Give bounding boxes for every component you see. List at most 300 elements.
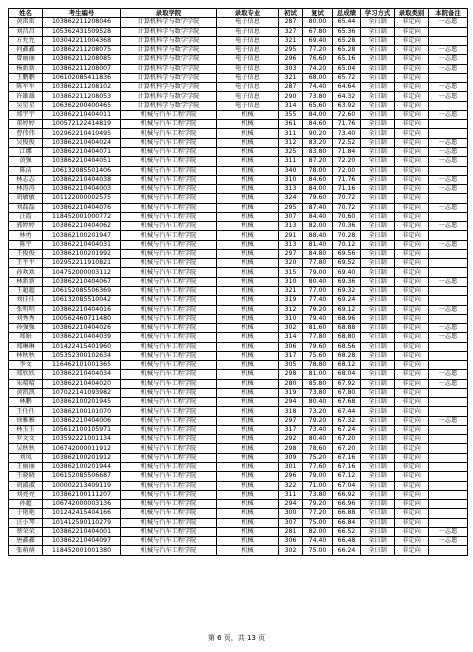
cell-initial-score: 302 [279,546,303,555]
table-row [9,472,468,481]
cell-retest-score: 73.20 [303,407,333,416]
cell-remark: 一志愿 [429,333,468,342]
cell-remark: 一志愿 [429,138,468,147]
cell-admission-type: 非定向 [395,277,429,286]
cell-major: 电子信息 [217,73,279,82]
cell-study-mode: 全日制 [361,351,395,360]
cell-exam-id: 100002213409119 [43,481,121,490]
cell-admission-type: 非定向 [395,509,429,518]
cell-initial-score: 287 [279,83,303,92]
table-row [9,296,468,305]
cell-study-mode: 全日制 [361,277,395,286]
cell-remark [429,481,468,490]
cell-total-score: 71.76 [333,175,361,184]
cell-exam-id: 100572122414819 [43,120,121,129]
cell-college: 计算机科学与数学学院 [121,46,217,55]
table-row [9,453,468,462]
cell-retest-score: 79.40 [303,314,333,323]
cell-college: 机械与汽车工程学院 [121,110,217,119]
cell-college: 机械与汽车工程学院 [121,342,217,351]
cell-retest-score: 90.20 [303,129,333,138]
cell-initial-score: 313 [279,240,303,249]
cell-study-mode: 全日制 [361,490,395,499]
cell-total-score: 66.88 [333,509,361,518]
cell-study-mode: 全日制 [361,314,395,323]
cell-name: 唐鑫鑫 [9,537,43,546]
admission-table [8,8,468,556]
cell-remark [429,296,468,305]
header-retest-score: 复试 [303,9,333,18]
cell-initial-score: 298 [279,444,303,453]
cell-total-score: 69.12 [333,305,361,314]
cell-name: 林志志 [9,175,43,184]
table-row [9,36,468,45]
cell-initial-score: 296 [279,472,303,481]
cell-remark: 一志愿 [429,203,468,212]
cell-college: 计算机科学与数学学院 [121,92,217,101]
cell-college: 计算机科学与数学学院 [121,18,217,27]
cell-admission-type: 非定向 [395,435,429,444]
cell-retest-score: 77.20 [303,46,333,55]
cell-retest-score: 68.00 [303,73,333,82]
cell-remark [429,453,468,462]
cell-retest-score: 79.00 [303,268,333,277]
cell-name: 董婷婷 [9,120,43,129]
cell-exam-id: 107022141093982 [43,388,121,397]
cell-remark: 一志愿 [429,157,468,166]
cell-name: 王平平 [9,259,43,268]
cell-college: 机械与汽车工程学院 [121,138,217,147]
cell-exam-id: 103862211208102 [43,83,121,92]
cell-total-score: 67.20 [333,444,361,453]
cell-exam-id: 101412590110279 [43,518,121,527]
cell-initial-score: 306 [279,342,303,351]
header-admission-type: 录取类别 [395,9,429,18]
cell-retest-score: 69.40 [303,36,333,45]
cell-major: 机械 [217,509,279,518]
table-row [9,64,468,73]
cell-college: 机械与汽车工程学院 [121,351,217,360]
cell-exam-id: 118452001000772 [43,212,121,221]
cell-college: 机械与汽车工程学院 [121,268,217,277]
cell-name: 陈宇 [9,240,43,249]
cell-college: 机械与汽车工程学院 [121,277,217,286]
cell-study-mode: 全日制 [361,222,395,231]
cell-admission-type: 非定向 [395,259,429,268]
cell-total-score: 66.92 [333,490,361,499]
cell-name: 郑琳琳 [9,342,43,351]
cell-total-score: 69.56 [333,249,361,258]
cell-initial-score: 361 [279,120,303,129]
cell-initial-score: 319 [279,388,303,397]
cell-study-mode: 全日制 [361,240,395,249]
cell-exam-id: 106102085411836 [43,73,121,82]
cell-admission-type: 非定向 [395,379,429,388]
cell-name: 何鑫鑫 [9,46,43,55]
cell-admission-type: 非定向 [395,407,429,416]
cell-remark [429,73,468,82]
cell-admission-type: 非定向 [395,92,429,101]
cell-major: 机械 [217,110,279,119]
cell-retest-score: 65.60 [303,101,333,110]
cell-major: 机械 [217,379,279,388]
cell-exam-id: 103862210404026 [43,324,121,333]
cell-name: 刘佳佳 [9,296,43,305]
table-row [9,231,468,240]
cell-exam-id: 103862100201912 [43,453,121,462]
cell-remark: 一志愿 [429,222,468,231]
cell-admission-type: 非定向 [395,500,429,509]
cell-study-mode: 全日制 [361,333,395,342]
cell-exam-id: 103862210404071 [43,147,121,156]
cell-study-mode: 全日制 [361,407,395,416]
cell-name: 朱晴晴 [9,379,43,388]
cell-college: 机械与汽车工程学院 [121,147,217,156]
cell-name: 林涛涛 [9,185,43,194]
cell-name: 王鹏鹏 [9,73,43,82]
cell-initial-score: 309 [279,453,303,462]
cell-total-score: 71.84 [333,147,361,156]
cell-exam-id: 103862100201992 [43,249,121,258]
cell-total-score: 67.92 [333,379,361,388]
cell-admission-type: 非定向 [395,55,429,64]
cell-retest-score: 80.40 [303,398,333,407]
cell-remark [429,314,468,323]
cell-major: 机械 [217,120,279,129]
cell-initial-score: 310 [279,175,303,184]
cell-admission-type: 非定向 [395,120,429,129]
cell-name: 罗文文 [9,435,43,444]
cell-name: 张明明 [9,305,43,314]
cell-college: 机械与汽车工程学院 [121,425,217,434]
cell-total-score: 65.16 [333,55,361,64]
table-row [9,185,468,194]
cell-retest-score: 77.60 [303,463,333,472]
cell-admission-type: 非定向 [395,231,429,240]
cell-initial-score: 321 [279,36,303,45]
cell-name: 胡淑淑 [9,481,43,490]
cell-exam-id: 101422415401960 [43,342,121,351]
cell-total-score: 69.24 [333,296,361,305]
cell-major: 机械 [217,222,279,231]
cell-major: 机械 [217,138,279,147]
cell-initial-score: 325 [279,147,303,156]
cell-college: 机械与汽车工程学院 [121,203,217,212]
cell-initial-score: 321 [279,286,303,295]
cell-study-mode: 全日制 [361,231,395,240]
cell-initial-score: 311 [279,157,303,166]
cell-remark: 一志愿 [429,527,468,536]
cell-study-mode: 全日制 [361,138,395,147]
cell-study-mode: 全日制 [361,73,395,82]
cell-study-mode: 全日制 [361,129,395,138]
cell-name: 杨新新 [9,64,43,73]
cell-exam-id: 103862100111207 [43,490,121,499]
cell-initial-score: 312 [279,305,303,314]
cell-college: 机械与汽车工程学院 [121,379,217,388]
cell-remark [429,212,468,221]
table-row [9,379,468,388]
table-row [9,351,468,360]
cell-college: 机械与汽车工程学院 [121,527,217,536]
cell-college: 机械与汽车工程学院 [121,388,217,397]
table-row [9,463,468,472]
cell-admission-type: 非定向 [395,18,429,27]
cell-admission-type: 非定向 [395,194,429,203]
cell-retest-score: 77.80 [303,259,333,268]
cell-major: 机械 [217,370,279,379]
admission-table-sheet [8,8,467,556]
cell-admission-type: 非定向 [395,444,429,453]
cell-remark [429,518,468,527]
cell-admission-type: 非定向 [395,83,429,92]
cell-study-mode: 全日制 [361,46,395,55]
cell-initial-score: 317 [279,351,303,360]
cell-name: 李文 [9,361,43,370]
cell-initial-score: 314 [279,333,303,342]
cell-retest-score: 84.60 [303,175,333,184]
cell-total-score: 66.24 [333,546,361,555]
cell-name: 郑宇宇 [9,110,43,119]
cell-college: 计算机科学与数学学院 [121,83,217,92]
cell-retest-score: 76.60 [303,55,333,64]
cell-exam-id: 106742000011912 [43,444,121,453]
cell-remark [429,194,468,203]
cell-total-score: 68.96 [333,314,361,323]
cell-major: 机械 [217,407,279,416]
cell-study-mode: 全日制 [361,425,395,434]
cell-major: 机械 [217,500,279,509]
cell-college: 机械与汽车工程学院 [121,194,217,203]
cell-exam-id: 106132085501406 [43,166,121,175]
cell-retest-score: 82.00 [303,222,333,231]
cell-major: 机械 [217,416,279,425]
cell-admission-type: 非定向 [395,296,429,305]
cell-initial-score: 298 [279,370,303,379]
cell-study-mode: 全日制 [361,64,395,73]
cell-exam-id: 103862210404039 [43,333,121,342]
cell-major: 机械 [217,333,279,342]
cell-major: 电子信息 [217,18,279,27]
cell-remark [429,444,468,453]
cell-admission-type: 非定向 [395,129,429,138]
cell-study-mode: 全日制 [361,55,395,64]
cell-college: 机械与汽车工程学院 [121,212,217,221]
cell-major: 机械 [217,388,279,397]
cell-exam-id: 103862100201945 [43,398,121,407]
cell-exam-id: 118452001001380 [43,546,121,555]
cell-total-score: 66.52 [333,527,361,536]
cell-total-score: 70.72 [333,194,361,203]
cell-admission-type: 非定向 [395,175,429,184]
cell-college: 机械与汽车工程学院 [121,537,217,546]
cell-exam-id: 103862210404006 [43,416,121,425]
cell-total-score: 65.44 [333,18,361,27]
cell-retest-score: 83.20 [303,138,333,147]
cell-remark [429,490,468,499]
table-row [9,333,468,342]
cell-major: 机械 [217,249,279,258]
cell-exam-id: 103862210404038 [43,175,121,184]
cell-total-score: 67.44 [333,407,361,416]
cell-remark [429,129,468,138]
cell-college: 机械与汽车工程学院 [121,231,217,240]
cell-study-mode: 全日制 [361,379,395,388]
cell-college: 机械与汽车工程学院 [121,518,217,527]
table-row [9,500,468,509]
cell-college: 机械与汽车工程学院 [121,314,217,323]
cell-admission-type: 非定向 [395,203,429,212]
cell-admission-type: 非定向 [395,490,429,499]
cell-initial-score: 321 [279,73,303,82]
cell-major: 机械 [217,147,279,156]
cell-study-mode: 全日制 [361,147,395,156]
table-row [9,305,468,314]
cell-college: 机械与汽车工程学院 [121,175,217,184]
cell-study-mode: 全日制 [361,18,395,27]
cell-name: 许雄雄 [9,92,43,101]
cell-remark: 一志愿 [429,379,468,388]
cell-study-mode: 全日制 [361,324,395,333]
cell-remark: 一志愿 [429,92,468,101]
cell-retest-score: 75.60 [303,351,333,360]
cell-name: 黄强 [9,157,43,166]
cell-initial-score: 294 [279,500,303,509]
cell-admission-type: 非定向 [395,518,429,527]
cell-admission-type: 非定向 [395,481,429,490]
cell-major: 机械 [217,527,279,536]
cell-remark: 一志愿 [429,240,468,249]
cell-major: 机械 [217,518,279,527]
cell-exam-id: 106132085510042 [43,296,121,305]
header-exam-id: 考生编号 [43,9,121,18]
cell-study-mode: 全日制 [361,398,395,407]
table-row [9,222,468,231]
table-row [9,314,468,323]
cell-study-mode: 全日制 [361,435,395,444]
cell-initial-score: 317 [279,425,303,434]
cell-name: 陈洁 [9,166,43,175]
cell-initial-score: 297 [279,416,303,425]
table-row [9,101,468,110]
table-row [9,18,468,27]
cell-study-mode: 全日制 [361,500,395,509]
cell-major: 机械 [217,212,279,221]
cell-admission-type: 非定向 [395,185,429,194]
cell-retest-score: 77.80 [303,333,333,342]
cell-name: 刘凤 [9,453,43,462]
cell-total-score: 68.56 [333,342,361,351]
cell-exam-id: 100562460711480 [43,314,121,323]
cell-retest-score: 83.80 [303,147,333,156]
cell-major: 机械 [217,490,279,499]
cell-major: 机械 [217,435,279,444]
cell-initial-score: 310 [279,314,303,323]
cell-exam-id: 103862211208085 [43,55,121,64]
cell-retest-score: 78.80 [303,361,333,370]
cell-retest-score: 79.20 [303,305,333,314]
cell-major: 机械 [217,398,279,407]
cell-remark [429,27,468,36]
cell-major: 机械 [217,305,279,314]
cell-admission-type: 非定向 [395,527,429,536]
cell-exam-id: 103862210404034 [43,370,121,379]
cell-major: 电子信息 [217,64,279,73]
cell-admission-type: 非定向 [395,453,429,462]
cell-initial-score: 340 [279,166,303,175]
cell-college: 机械与汽车工程学院 [121,185,217,194]
table-row [9,203,468,212]
table-row [9,537,468,546]
cell-retest-score: 77.40 [303,296,333,305]
table-row [9,249,468,258]
cell-study-mode: 全日制 [361,286,395,295]
cell-name: 林新新 [9,277,43,286]
cell-total-score: 67.80 [333,388,361,397]
cell-admission-type: 非定向 [395,370,429,379]
cell-admission-type: 非定向 [395,324,429,333]
cell-college: 机械与汽车工程学院 [121,324,217,333]
cell-total-score: 68.80 [333,333,361,342]
cell-retest-score: 77.00 [303,286,333,295]
cell-college: 机械与汽车工程学院 [121,546,217,555]
cell-study-mode: 全日制 [361,305,395,314]
cell-major: 机械 [217,546,279,555]
header-initial-score: 初试 [279,9,303,18]
cell-retest-score: 73.80 [303,92,333,101]
cell-exam-id: 103862100101070 [43,407,121,416]
cell-initial-score: 313 [279,222,303,231]
cell-remark [429,120,468,129]
cell-college: 计算机科学与数学学院 [121,55,217,64]
cell-remark: 一志愿 [429,370,468,379]
table-row [9,166,468,175]
cell-college: 机械与汽车工程学院 [121,370,217,379]
cell-retest-score: 85.80 [303,379,333,388]
cell-retest-score: 87.20 [303,157,333,166]
cell-initial-score: 300 [279,509,303,518]
cell-admission-type: 非定向 [395,240,429,249]
cell-initial-score: 313 [279,185,303,194]
cell-major: 机械 [217,351,279,360]
cell-remark [429,407,468,416]
cell-remark: 一志愿 [429,175,468,184]
cell-initial-score: 355 [279,110,303,119]
cell-college: 机械与汽车工程学院 [121,157,217,166]
cell-name: 林秋秋 [9,351,43,360]
table-row [9,157,468,166]
cell-major: 电子信息 [217,83,279,92]
cell-college: 机械与汽车工程学院 [121,435,217,444]
cell-study-mode: 全日制 [361,361,395,370]
cell-retest-score: 71.00 [303,481,333,490]
cell-study-mode: 全日制 [361,27,395,36]
cell-total-score: 72.20 [333,157,361,166]
cell-name: 王超超 [9,286,43,295]
cell-study-mode: 全日制 [361,212,395,221]
cell-college: 机械与汽车工程学院 [121,398,217,407]
cell-remark [429,268,468,277]
cell-remark: 一志愿 [429,185,468,194]
cell-major: 机械 [217,277,279,286]
table-row [9,527,468,536]
cell-total-score: 66.96 [333,500,361,509]
cell-retest-score: 80.40 [303,277,333,286]
cell-study-mode: 全日制 [361,166,395,175]
cell-study-mode: 全日制 [361,92,395,101]
table-row [9,361,468,370]
table-header-row [9,9,468,18]
